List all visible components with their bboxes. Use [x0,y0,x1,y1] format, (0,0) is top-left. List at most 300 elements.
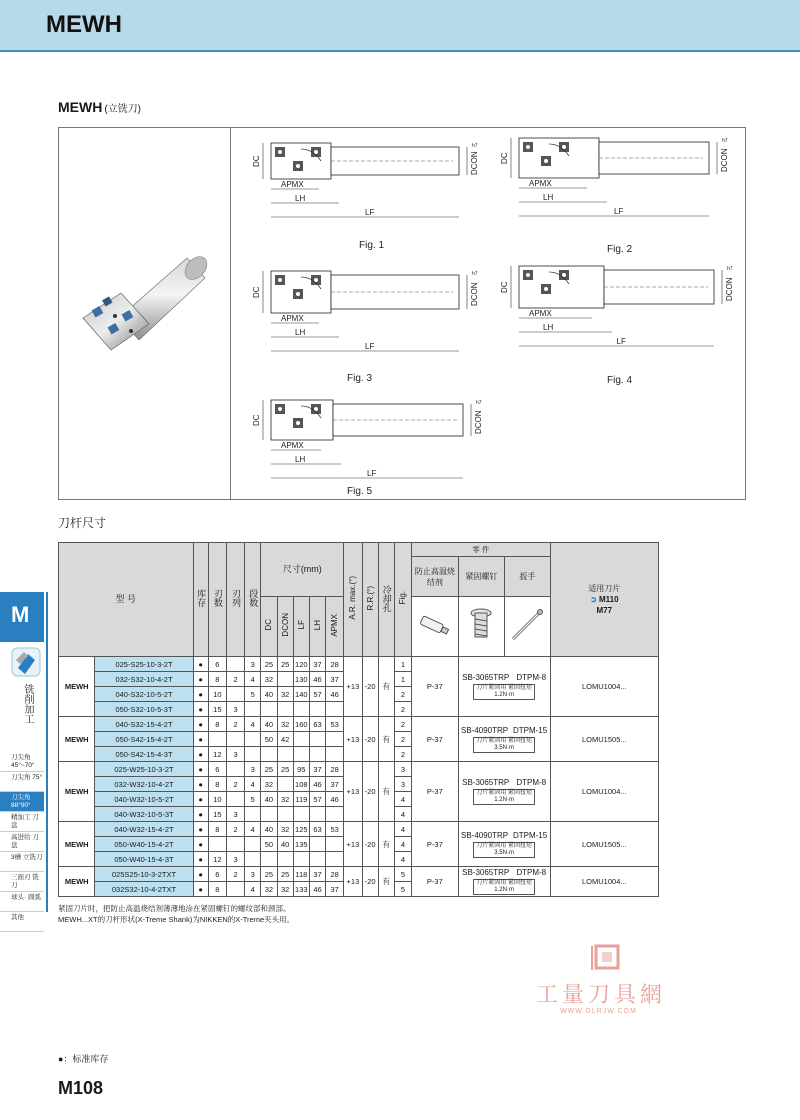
screw-wrench-cell [458,657,550,717]
torque-label-2: 紧固扭矩 [507,737,532,744]
screw-part: SB-4090TRP [461,725,509,735]
lh-label: LH [543,323,554,332]
torque-label-1: 刀片紧固用 [476,842,507,849]
model-cell: 040-S32-10-5-2T [95,687,193,702]
wrench-part: DTPM-8 [516,673,547,682]
lh-label: LH [543,193,554,202]
sidebar-item[interactable]: 刀尖角 75° [0,772,44,792]
stages-cell [245,702,261,717]
apmx-cell [326,702,344,717]
stock-cell: ● [193,837,208,852]
dcon-tolerance-label: h7 [727,266,733,272]
shank-dimensions-title: 刀杆尺寸 [58,516,107,530]
parts-line [459,725,550,736]
stages-cell: 3 [245,762,261,777]
technical-drawings [59,128,745,499]
figure-caption: Fig. 3 [347,373,373,384]
model-cell: 050-W40-15-4-3T [95,852,193,867]
stages-cell [245,837,261,852]
stages-cell: 5 [245,687,261,702]
fig-cell: 4 [394,822,411,837]
sidebar-nav [0,752,44,932]
torque-label-1: 刀片紧固用 [476,880,507,886]
coolant-cell: 有 [378,762,394,822]
torque-label-1: 刀片紧固用 [476,685,507,691]
model-cell: 040-S32-15-4-2T [95,717,193,732]
anti-seize-cell: P-37 [412,717,459,762]
dc-cell [261,702,277,717]
apmx-label: APMX [529,179,552,188]
col-fig: Fig. [394,543,411,657]
section-title [58,99,141,115]
rows-cell: 2 [226,672,244,687]
fig-cell: 4 [394,792,411,807]
fig-cell: 5 [394,882,411,897]
table-row [59,822,659,837]
torque-label-1: 刀片紧固用 [476,790,507,796]
flutes-cell: 8 [208,882,226,897]
insert-cell: LOMU1505... [550,822,658,867]
page-number: M108 [58,1078,104,1098]
sidebar-item[interactable]: 3槽 立铣刀 [0,852,44,872]
stages-cell: 5 [245,792,261,807]
watermark-url: WWW.GLRJW.COM [560,1008,637,1015]
header-rule [0,50,800,52]
lh-cell [309,702,325,717]
model-cell: 025S25-10-3-2TXT [95,867,193,882]
stages-cell: 4 [245,717,261,732]
screw-part: SB-3065TRP [462,778,510,787]
dcon-label: DCON [725,277,734,301]
fig-cell: 3 [394,777,411,792]
lf-label: LF [365,342,375,351]
stock-cell: ● [193,687,208,702]
lf-cell: 125 [293,822,309,837]
screw-wrench-cell [458,762,550,822]
stages-cell: 4 [245,882,261,897]
series-cell: MEWH [59,657,95,717]
stages-cell: 3 [245,867,261,882]
dcon-cell [277,702,293,717]
dc-cell: 32 [261,672,277,687]
fig-cell: 3 [394,762,411,777]
rows-cell [226,837,244,852]
parts-line [459,867,550,878]
section-tab-m[interactable]: M [0,592,44,642]
lh-cell: 46 [309,882,325,897]
drawing-fig-4 [500,266,734,386]
section-title-main: MEWH [58,99,103,115]
apmx-cell [326,747,344,762]
fig-cell: 4 [394,837,411,852]
torque-box [473,842,535,858]
col-anti-seize: 防止高温烧结剂 [412,557,459,597]
dcon-cell: 42 [277,732,293,747]
lh-cell: 63 [309,822,325,837]
lh-cell: 57 [309,792,325,807]
lf-cell [293,807,309,822]
lf-cell [293,747,309,762]
sidebar-rule [46,592,48,912]
coolant-cell: 有 [378,717,394,762]
dcon-cell [277,777,293,792]
dc-label: DC [500,281,509,293]
col-screw: 紧固螺钉 [458,557,505,597]
col-dims: 尺寸(mm) [261,543,344,597]
ar-cell: +13 [344,717,362,762]
torque-value: 1.2N·m [494,692,514,698]
insert-header-label: 适用刀片 [588,584,621,593]
fig-cell: 2 [394,717,411,732]
insert-ref-secondary[interactable]: M77 [596,606,613,615]
lf-label: LF [614,207,624,216]
stages-cell: 4 [245,777,261,792]
dcon-cell [277,852,293,867]
stages-cell: 3 [245,657,261,672]
rows-cell [226,762,244,777]
dcon-cell: 25 [277,657,293,672]
lf-cell [293,732,309,747]
torque-value: 3.5N·m [494,849,514,856]
screw-icon [458,597,505,657]
apmx-cell: 28 [326,867,344,882]
rows-cell [226,732,244,747]
dcon-cell: 40 [277,837,293,852]
col-stages: 段数 [245,543,261,657]
flutes-cell: 8 [208,777,226,792]
insert-cell: LOMU1004... [550,762,658,822]
anti-seize-cell: P-37 [412,657,459,717]
table-row [59,867,659,882]
dcon-cell: 32 [277,822,293,837]
dcon-cell: 32 [277,792,293,807]
dc-label: DC [252,155,261,167]
dc-cell: 40 [261,822,277,837]
torque-label-2: 紧固扭矩 [507,842,532,849]
dc-cell: 32 [261,882,277,897]
sidebar-item[interactable]: 刀尖角 88°90° [0,792,44,812]
flutes-cell: 8 [208,822,226,837]
dcon-label: DCON [474,410,483,434]
stock-cell: ● [193,717,208,732]
table-row [59,762,659,777]
lh-cell [309,852,325,867]
figure-caption: Fig. 1 [359,240,385,251]
wrench-part: DTPM-8 [516,868,547,877]
stages-cell: 4 [245,822,261,837]
screw-wrench-cell [458,867,550,897]
stages-cell: 4 [245,672,261,687]
torque-box [473,879,535,895]
rows-cell: 3 [226,747,244,762]
rows-cell: 2 [226,717,244,732]
page-header [0,0,800,50]
model-cell: 050-W40-15-4-2T [95,837,193,852]
note-1: 紧固刀片时，把防止高温烧结剂薄薄地涂在紧固螺钉的螺纹部和颈部。 [58,904,291,913]
apmx-cell: 53 [326,822,344,837]
fig-cell: 2 [394,732,411,747]
dc-cell: 25 [261,762,277,777]
rows-cell [226,882,244,897]
model-cell: 032S32-10-4-2TXT [95,882,193,897]
apmx-cell: 53 [326,717,344,732]
col-rows: 刃列 [226,543,244,657]
col-parts: 零 件 [412,543,551,557]
apmx-cell: 28 [326,657,344,672]
stock-cell: ● [193,732,208,747]
ar-cell: +13 [344,822,362,867]
lh-label: LH [295,455,306,464]
anti-seize-cell: P-37 [412,762,459,822]
dc-cell: 50 [261,837,277,852]
lh-cell: 46 [309,672,325,687]
sidebar-item[interactable]: 球头· 圆弧 [0,892,44,912]
dc-cell [261,747,277,762]
series-cell: MEWH [59,717,95,762]
stages-cell [245,747,261,762]
rows-cell [226,657,244,672]
col-ar: A.R. max.(°) [344,543,362,657]
stock-cell: ● [193,762,208,777]
series-cell: MEWH [59,867,95,897]
dc-cell: 50 [261,732,277,747]
parts-line [459,672,550,683]
dcon-cell: 32 [277,687,293,702]
lh-cell: 37 [309,657,325,672]
dcon-cell: 25 [277,867,293,882]
rows-cell: 2 [226,822,244,837]
col-dc: DC [261,597,277,657]
figure-caption: Fig. 4 [607,375,633,386]
rows-cell: 3 [226,852,244,867]
wrench-part: DTPM-15 [512,830,548,840]
rr-cell: -20 [362,717,378,762]
torque-box [473,789,535,805]
apmx-cell: 28 [326,762,344,777]
wrench-part: DTPM-15 [512,725,548,735]
coolant-cell: 有 [378,822,394,867]
lf-label: LF [365,208,375,217]
model-cell: 050-S42-15-4-3T [95,747,193,762]
figure-caption: Fig. 2 [607,244,633,255]
dcon-tolerance-label: h7 [472,143,478,149]
insert-cell: LOMU1004... [550,657,658,717]
col-flutes: 刃数 [208,543,226,657]
drawing-fig-1 [252,143,479,251]
flutes-cell: 6 [208,657,226,672]
lh-cell [309,807,325,822]
col-wrench: 扳手 [505,557,551,597]
dc-label: DC [252,414,261,426]
flutes-cell: 6 [208,762,226,777]
stock-cell: ● [193,807,208,822]
rows-cell: 2 [226,867,244,882]
sidebar-item[interactable]: 三面刃 铣刀 [0,872,44,892]
header-title: MEWH [46,11,122,38]
figure-panel [58,127,746,500]
sidebar-category-label: 铣削加工 [22,684,33,724]
note-2: MEWH...XT的刀杆形状(X-Treme Shank)为NIKKEN的X-Treme夹头用。 [58,915,295,924]
flutes-cell: 8 [208,672,226,687]
fig-cell: 4 [394,807,411,822]
rows-cell [226,792,244,807]
parts-line [459,777,550,788]
screw-part: SB-3065TRP [462,673,510,682]
stages-cell [245,852,261,867]
col-model: 型 号 [59,543,194,657]
model-cell: 040-W32-15-4-2T [95,822,193,837]
coolant-cell: 有 [378,657,394,717]
dc-label: DC [500,152,509,164]
stock-cell: ● [193,657,208,672]
apmx-label: APMX [281,314,304,323]
apmx-cell [326,732,344,747]
stages-cell [245,807,261,822]
model-cell: 025-S25-10-3-2T [95,657,193,672]
wrench-icon [505,597,551,657]
model-cell: 050-S42-15-4-2T [95,732,193,747]
rr-cell: -20 [362,657,378,717]
fig-cell: 2 [394,687,411,702]
table-row [59,657,659,672]
stock-cell: ● [193,777,208,792]
flutes-cell [208,732,226,747]
sidebar-item[interactable]: 其他 [0,912,44,932]
lf-cell: 135 [293,837,309,852]
lf-cell: 130 [293,672,309,687]
torque-label-2: 紧固扭矩 [507,790,532,796]
dcon-label: DCON [720,148,729,172]
apmx-label: APMX [281,441,304,450]
series-cell: MEWH [59,822,95,867]
dc-cell: 32 [261,777,277,792]
ar-cell: +13 [344,657,362,717]
rr-cell: -20 [362,867,378,897]
sidebar-item[interactable]: 精加工 刀盘 [0,812,44,832]
fig-cell: 4 [394,852,411,867]
fig-cell: 5 [394,867,411,882]
apmx-cell: 37 [326,882,344,897]
dcon-tolerance-label: h7 [722,138,728,144]
rows-cell: 2 [226,777,244,792]
dcon-label: DCON [470,151,479,175]
flutes-cell: 10 [208,687,226,702]
spec-table-body [59,657,659,897]
col-lh: LH [309,597,325,657]
lh-cell: 37 [309,762,325,777]
lf-cell: 108 [293,777,309,792]
flutes-cell: 10 [208,792,226,807]
dcon-cell: 32 [277,882,293,897]
apmx-cell [326,837,344,852]
dc-cell: 40 [261,687,277,702]
dcon-label: DCON [470,282,479,306]
torque-box [473,737,535,753]
stock-cell: ● [193,867,208,882]
lh-cell: 63 [309,717,325,732]
apmx-cell: 46 [326,687,344,702]
lh-cell: 57 [309,687,325,702]
dcon-cell [277,747,293,762]
flutes-cell: 12 [208,852,226,867]
torque-label-2: 紧固扭矩 [507,685,532,691]
stock-cell: ● [193,792,208,807]
lh-cell: 37 [309,867,325,882]
col-dcon: DCON [277,597,293,657]
flutes-cell: 6 [208,867,226,882]
rr-cell: -20 [362,762,378,822]
dc-cell [261,852,277,867]
anti-seize-cell: P-37 [412,822,459,867]
wrench-part: DTPM-8 [516,778,547,787]
torque-label-2: 紧固扭矩 [507,880,532,886]
stock-cell: ● [193,852,208,867]
milling-category-icon [10,646,42,678]
dc-cell: 25 [261,657,277,672]
apmx-cell: 37 [326,672,344,687]
col-apmx: APMX [326,597,344,657]
flutes-cell: 15 [208,702,226,717]
flutes-cell: 15 [208,807,226,822]
apmx-label: APMX [529,309,552,318]
dcon-cell [277,672,293,687]
screw-part: SB-4090TRP [461,830,509,840]
flutes-cell: 12 [208,747,226,762]
torque-box [473,684,535,700]
insert-ref-link[interactable]: ➲ M110 [590,595,619,604]
col-coolant: 冷却孔 [378,543,394,657]
lf-cell [293,702,309,717]
model-cell: 040-W32-10-5-3T [95,807,193,822]
insert-cell: LOMU1505... [550,717,658,762]
stock-cell: ● [193,672,208,687]
rows-cell: 3 [226,807,244,822]
lf-cell: 140 [293,687,309,702]
screw-wrench-cell [458,822,550,867]
stock-cell: ● [193,747,208,762]
sidebar-item[interactable]: 高进给 刀盘 [0,832,44,852]
lf-cell: 120 [293,657,309,672]
anti-seize-tube-icon [412,597,459,657]
flutes-cell: 8 [208,717,226,732]
dc-cell: 25 [261,867,277,882]
col-stock: 库存 [193,543,208,657]
figure-caption: Fig. 5 [347,486,373,497]
dcon-tolerance-label: h7 [476,400,482,406]
lh-cell [309,747,325,762]
model-cell: 032-S32-10-4-2T [95,672,193,687]
anti-seize-cell: P-37 [412,867,459,897]
apmx-cell [326,807,344,822]
torque-label-1: 刀片紧固用 [476,737,507,744]
ar-cell: +13 [344,867,362,897]
lf-cell: 119 [293,792,309,807]
section-subtitle: (立铣刀) [104,104,141,115]
apmx-cell: 37 [326,777,344,792]
parts-line [459,830,550,841]
rr-cell: -20 [362,822,378,867]
lh-label: LH [295,194,306,203]
col-lf: LF [293,597,309,657]
stock-cell: ● [193,702,208,717]
lf-cell: 133 [293,882,309,897]
drawing-fig-5 [252,400,483,497]
lf-cell: 118 [293,867,309,882]
fig-cell: 1 [394,672,411,687]
sidebar-item[interactable]: 刀尖角 45°~70° [0,752,44,772]
rows-cell [226,687,244,702]
model-cell: 040-W32-10-5-2T [95,792,193,807]
